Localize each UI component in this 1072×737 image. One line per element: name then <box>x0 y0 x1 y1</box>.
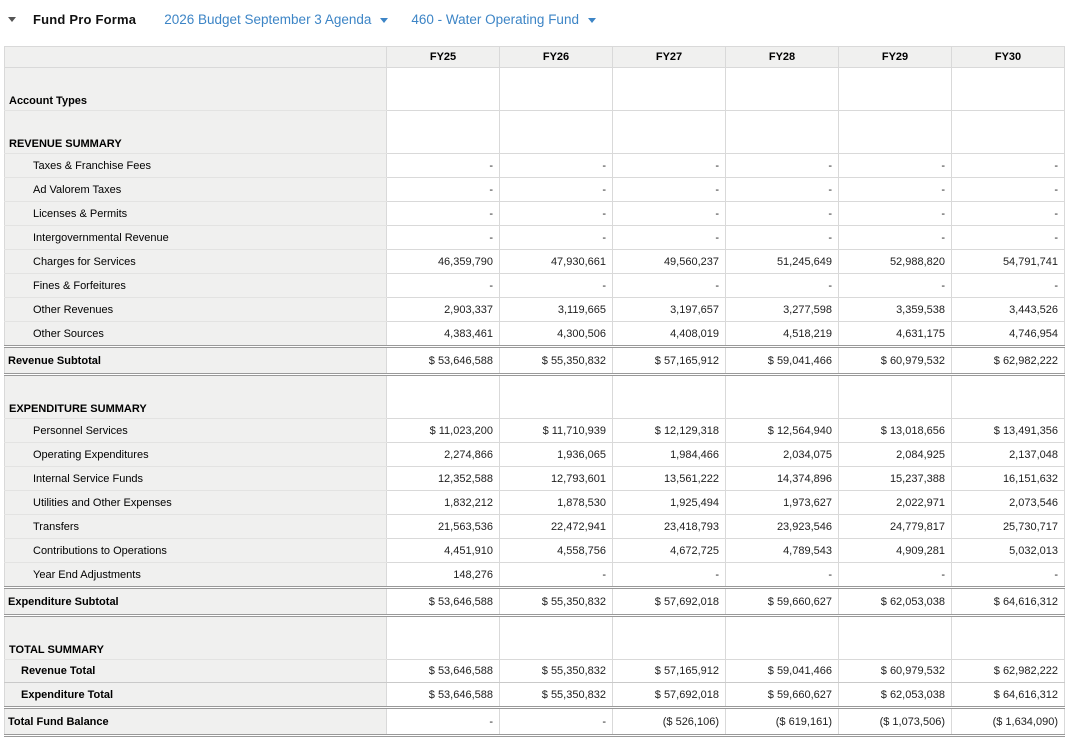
cell: 4,909,281 <box>839 539 952 563</box>
cell: 22,472,941 <box>500 515 613 539</box>
cell: $ 59,041,466 <box>726 347 839 375</box>
cell: $ 13,018,656 <box>839 419 952 443</box>
cell: 4,558,756 <box>500 539 613 563</box>
cell: $ 57,692,018 <box>613 683 726 708</box>
cell <box>613 375 726 419</box>
cell: - <box>613 178 726 202</box>
cell: 1,973,627 <box>726 491 839 515</box>
cell: - <box>839 226 952 250</box>
row-label: Expenditure Subtotal <box>5 588 387 616</box>
row-label: Taxes & Franchise Fees <box>5 154 387 178</box>
column-header: FY29 <box>839 47 952 68</box>
cell: $ 55,350,832 <box>500 347 613 375</box>
cell: - <box>726 563 839 588</box>
cell: $ 59,041,466 <box>726 660 839 683</box>
cell: $ 62,053,038 <box>839 588 952 616</box>
cell <box>726 68 839 111</box>
cell: $ 64,616,312 <box>952 588 1065 616</box>
cell <box>952 68 1065 111</box>
table-row <box>5 683 1065 708</box>
cell: 2,084,925 <box>839 443 952 467</box>
row-label: Revenue Total <box>5 660 387 683</box>
cell: $ 62,982,222 <box>952 660 1065 683</box>
cell: 1,878,530 <box>500 491 613 515</box>
row-label: Other Sources <box>5 322 387 347</box>
cell: 2,034,075 <box>726 443 839 467</box>
cell <box>613 68 726 111</box>
table-row <box>5 419 1065 443</box>
cell: - <box>726 178 839 202</box>
cell: 46,359,790 <box>387 250 500 274</box>
cell <box>839 68 952 111</box>
cell: - <box>726 226 839 250</box>
cell <box>500 111 613 154</box>
cell: 51,245,649 <box>726 250 839 274</box>
table-row <box>5 616 1065 660</box>
cell: 15,237,388 <box>839 467 952 491</box>
cell <box>613 111 726 154</box>
cell: 4,789,543 <box>726 539 839 563</box>
cell: $ 53,646,588 <box>387 347 500 375</box>
cell: 3,443,526 <box>952 298 1065 322</box>
row-label: Personnel Services <box>5 419 387 443</box>
row-label: Internal Service Funds <box>5 467 387 491</box>
cell: 25,730,717 <box>952 515 1065 539</box>
cell: - <box>726 202 839 226</box>
cell: - <box>952 154 1065 178</box>
cell: 3,277,598 <box>726 298 839 322</box>
column-header: FY30 <box>952 47 1065 68</box>
chevron-down-icon <box>380 18 388 23</box>
cell: 54,791,741 <box>952 250 1065 274</box>
cell: $ 62,982,222 <box>952 347 1065 375</box>
table-row <box>5 660 1065 683</box>
cell: - <box>952 226 1065 250</box>
cell: 24,779,817 <box>839 515 952 539</box>
cell: 4,451,910 <box>387 539 500 563</box>
cell <box>726 616 839 660</box>
fund-dropdown[interactable] <box>411 12 596 27</box>
row-label: TOTAL SUMMARY <box>5 616 387 660</box>
cell: $ 55,350,832 <box>500 683 613 708</box>
cell: 4,300,506 <box>500 322 613 347</box>
chevron-down-icon <box>588 18 596 23</box>
cell: 14,374,896 <box>726 467 839 491</box>
row-label: Ad Valorem Taxes <box>5 178 387 202</box>
cell: - <box>500 226 613 250</box>
cell: - <box>726 154 839 178</box>
column-header: FY27 <box>613 47 726 68</box>
table-row <box>5 539 1065 563</box>
cell: 2,073,546 <box>952 491 1065 515</box>
cell: 49,560,237 <box>613 250 726 274</box>
cell: 3,359,538 <box>839 298 952 322</box>
table-header-row <box>5 47 1065 68</box>
cell: 4,746,954 <box>952 322 1065 347</box>
cell: - <box>387 202 500 226</box>
row-label: Licenses & Permits <box>5 202 387 226</box>
cell: 12,793,601 <box>500 467 613 491</box>
cell <box>500 375 613 419</box>
row-label: Account Types <box>5 68 387 111</box>
cell: - <box>387 154 500 178</box>
cell: 1,925,494 <box>613 491 726 515</box>
cell: $ 53,646,588 <box>387 683 500 708</box>
cell: 1,936,065 <box>500 443 613 467</box>
cell <box>387 111 500 154</box>
cell: 3,119,665 <box>500 298 613 322</box>
cell <box>387 68 500 111</box>
cell <box>500 68 613 111</box>
column-header-blank <box>5 47 387 68</box>
cell: - <box>839 274 952 298</box>
column-header: FY25 <box>387 47 500 68</box>
cell: 2,903,337 <box>387 298 500 322</box>
cell: $ 55,350,832 <box>500 660 613 683</box>
cell: 148,276 <box>387 563 500 588</box>
table-row <box>5 347 1065 375</box>
table-body <box>5 68 1065 736</box>
table-row <box>5 68 1065 111</box>
cell <box>952 616 1065 660</box>
cell: 21,563,536 <box>387 515 500 539</box>
cell: - <box>500 708 613 736</box>
cell: - <box>839 178 952 202</box>
cell <box>726 375 839 419</box>
cell: - <box>500 178 613 202</box>
cell: 4,631,175 <box>839 322 952 347</box>
cell: $ 62,053,038 <box>839 683 952 708</box>
table-row <box>5 322 1065 347</box>
cell: ($ 526,106) <box>613 708 726 736</box>
cell: - <box>839 563 952 588</box>
cell: 13,561,222 <box>613 467 726 491</box>
collapse-toggle-icon[interactable] <box>8 17 16 22</box>
cell: 16,151,632 <box>952 467 1065 491</box>
cell: - <box>952 178 1065 202</box>
table-row <box>5 588 1065 616</box>
cell: 4,672,725 <box>613 539 726 563</box>
cell: - <box>839 202 952 226</box>
table-row <box>5 226 1065 250</box>
table-row <box>5 443 1065 467</box>
cell: 23,418,793 <box>613 515 726 539</box>
table-row <box>5 467 1065 491</box>
cell: - <box>613 274 726 298</box>
cell: - <box>387 274 500 298</box>
column-header: FY26 <box>500 47 613 68</box>
cell <box>952 375 1065 419</box>
cell: $ 57,165,912 <box>613 347 726 375</box>
report-title: Fund Pro Forma <box>33 11 137 27</box>
cell: 2,137,048 <box>952 443 1065 467</box>
row-label: Fines & Forfeitures <box>5 274 387 298</box>
row-label: Expenditure Total <box>5 683 387 708</box>
cell: $ 12,564,940 <box>726 419 839 443</box>
cell: $ 59,660,627 <box>726 683 839 708</box>
cell: - <box>613 226 726 250</box>
cell: - <box>500 154 613 178</box>
cell: 2,274,866 <box>387 443 500 467</box>
table-header <box>5 47 1065 68</box>
cell: 52,988,820 <box>839 250 952 274</box>
cell: $ 12,129,318 <box>613 419 726 443</box>
cell: 5,032,013 <box>952 539 1065 563</box>
row-label: Contributions to Operations <box>5 539 387 563</box>
cell: $ 53,646,588 <box>387 660 500 683</box>
row-label: Operating Expenditures <box>5 443 387 467</box>
cell <box>387 375 500 419</box>
cell: 1,832,212 <box>387 491 500 515</box>
cell <box>839 111 952 154</box>
cell: $ 13,491,356 <box>952 419 1065 443</box>
cell: - <box>500 274 613 298</box>
cell: 2,022,971 <box>839 491 952 515</box>
row-label: Revenue Subtotal <box>5 347 387 375</box>
cell: - <box>952 202 1065 226</box>
row-label: Transfers <box>5 515 387 539</box>
table-row <box>5 708 1065 736</box>
cell <box>726 111 839 154</box>
cell: - <box>500 563 613 588</box>
column-header: FY28 <box>726 47 839 68</box>
cell: 4,518,219 <box>726 322 839 347</box>
cell: 47,930,661 <box>500 250 613 274</box>
table-row <box>5 250 1065 274</box>
cell: 3,197,657 <box>613 298 726 322</box>
cell: - <box>726 274 839 298</box>
cell: ($ 1,073,506) <box>839 708 952 736</box>
cell: - <box>952 274 1065 298</box>
table-row <box>5 491 1065 515</box>
budget-version-dropdown[interactable] <box>164 12 388 27</box>
table-row <box>5 298 1065 322</box>
cell <box>839 375 952 419</box>
cell: - <box>387 226 500 250</box>
cell: $ 55,350,832 <box>500 588 613 616</box>
table-row <box>5 515 1065 539</box>
cell <box>613 616 726 660</box>
table-row <box>5 202 1065 226</box>
cell <box>839 616 952 660</box>
table-row <box>5 154 1065 178</box>
cell: - <box>387 178 500 202</box>
row-label: Charges for Services <box>5 250 387 274</box>
cell <box>952 111 1065 154</box>
cell: $ 57,165,912 <box>613 660 726 683</box>
table-row <box>5 274 1065 298</box>
report-titlebar <box>0 0 1072 28</box>
cell: $ 64,616,312 <box>952 683 1065 708</box>
cell: ($ 619,161) <box>726 708 839 736</box>
cell: $ 60,979,532 <box>839 660 952 683</box>
cell <box>387 616 500 660</box>
cell: $ 60,979,532 <box>839 347 952 375</box>
budget-version-label: 2026 Budget September 3 Agenda <box>164 11 372 27</box>
cell: - <box>613 154 726 178</box>
cell: - <box>839 154 952 178</box>
cell: 4,383,461 <box>387 322 500 347</box>
cell: ($ 1,634,090) <box>952 708 1065 736</box>
cell: $ 11,710,939 <box>500 419 613 443</box>
table-row <box>5 375 1065 419</box>
row-label: Utilities and Other Expenses <box>5 491 387 515</box>
row-label: Total Fund Balance <box>5 708 387 736</box>
cell: 1,984,466 <box>613 443 726 467</box>
cell: - <box>387 708 500 736</box>
cell: - <box>613 202 726 226</box>
row-label: EXPENDITURE SUMMARY <box>5 375 387 419</box>
table-row <box>5 563 1065 588</box>
cell: 4,408,019 <box>613 322 726 347</box>
row-label: Other Revenues <box>5 298 387 322</box>
cell: 12,352,588 <box>387 467 500 491</box>
row-label: Intergovernmental Revenue <box>5 226 387 250</box>
cell: $ 59,660,627 <box>726 588 839 616</box>
cell: $ 57,692,018 <box>613 588 726 616</box>
cell: $ 53,646,588 <box>387 588 500 616</box>
cell: - <box>613 563 726 588</box>
cell: $ 11,023,200 <box>387 419 500 443</box>
cell: - <box>952 563 1065 588</box>
cell <box>500 616 613 660</box>
fund-label: 460 - Water Operating Fund <box>411 11 579 27</box>
table-row <box>5 111 1065 154</box>
proforma-table <box>4 46 1065 737</box>
cell: 23,923,546 <box>726 515 839 539</box>
row-label: REVENUE SUMMARY <box>5 111 387 154</box>
row-label: Year End Adjustments <box>5 563 387 588</box>
table-row <box>5 178 1065 202</box>
cell: - <box>500 202 613 226</box>
